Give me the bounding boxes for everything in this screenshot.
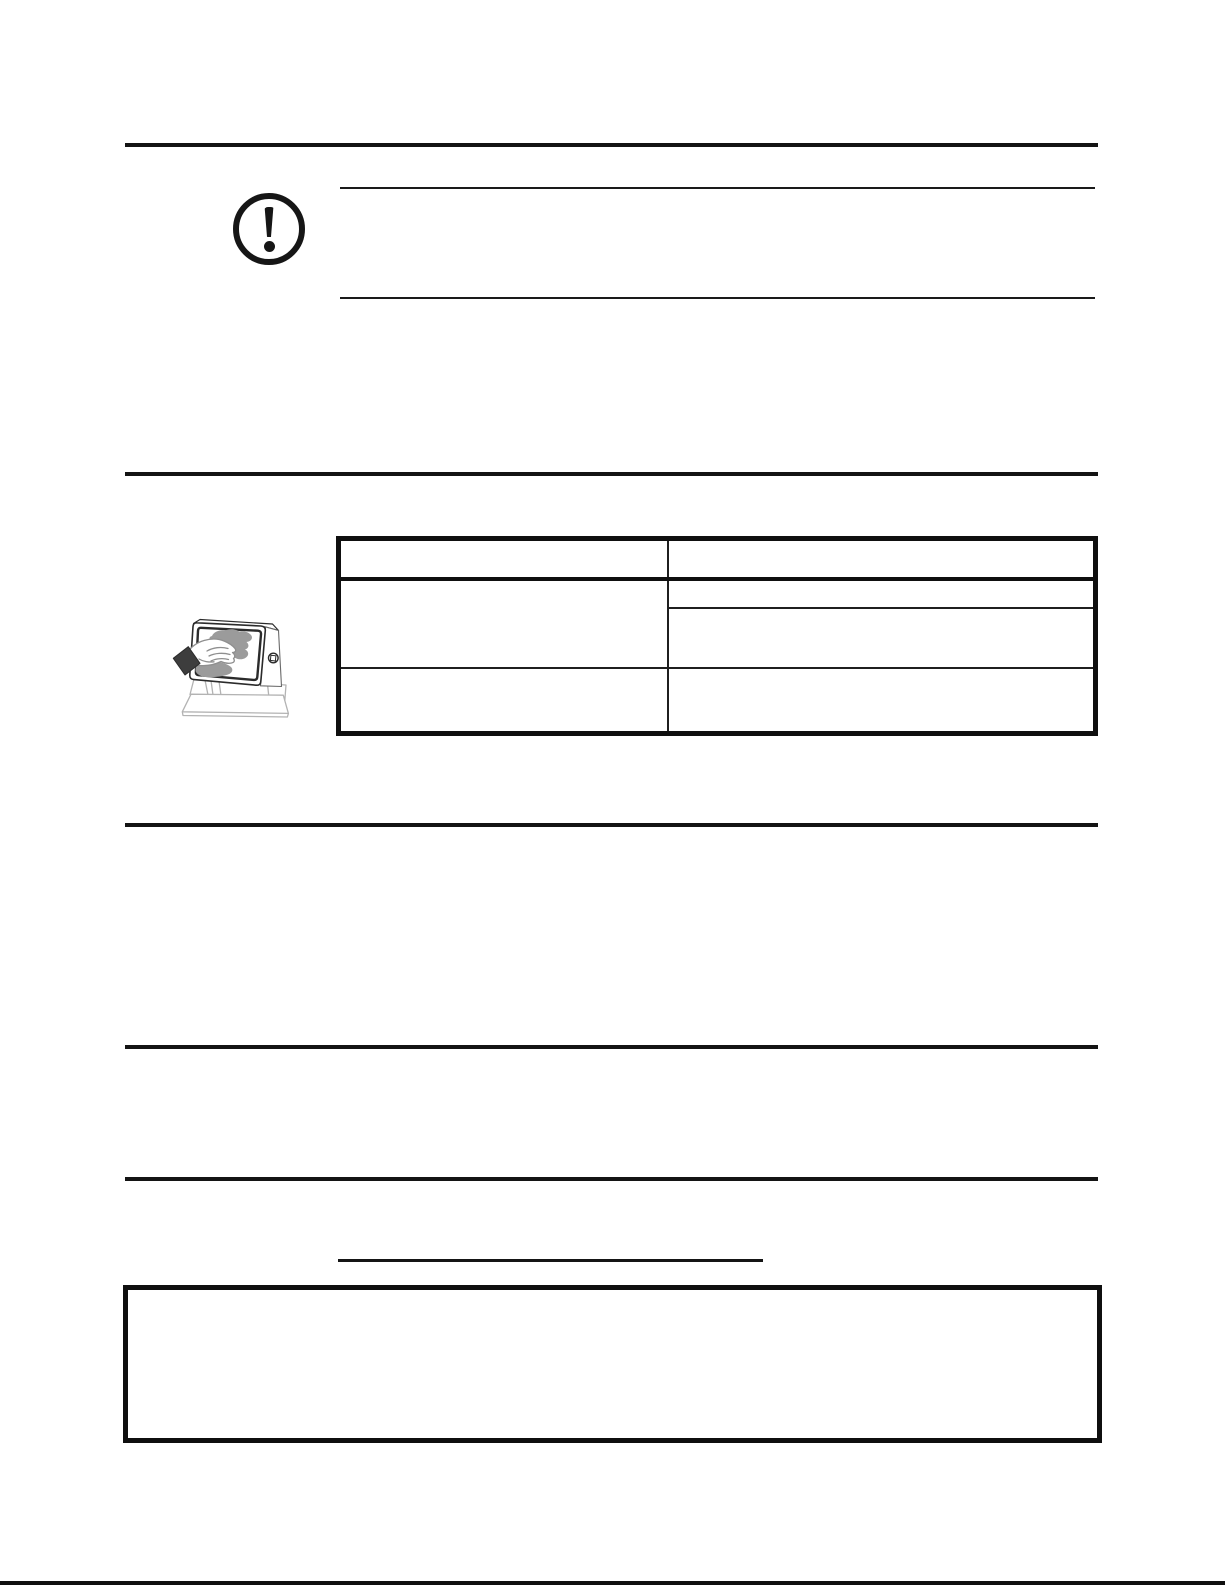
table-row [341, 581, 1093, 669]
table-cell [669, 669, 1093, 731]
section-rule-top [125, 143, 1098, 147]
note-top-divider [340, 187, 1095, 189]
table-row [341, 669, 1093, 731]
table-right-column [669, 581, 1093, 667]
section-rule-2 [125, 472, 1098, 476]
notice-box [123, 1285, 1102, 1443]
page-bottom-edge [0, 1581, 1225, 1585]
hand-wiping-monitor-illustration [155, 595, 310, 730]
exclamation-stem [264, 207, 275, 237]
cleaning-table [336, 536, 1098, 736]
table-header-left [341, 541, 669, 577]
exclamation-circle-icon [233, 193, 305, 265]
table-cell [341, 581, 669, 667]
note-body-text [340, 192, 1095, 295]
section-rule-5 [125, 1177, 1098, 1181]
exclamation-dot [264, 241, 275, 252]
table-header-row [341, 541, 1093, 581]
table-cell [669, 581, 1093, 609]
table-cell [341, 669, 669, 731]
knob-icon [269, 653, 279, 663]
table-cell [669, 609, 1093, 667]
link-underline[interactable] [338, 1259, 763, 1262]
link-text [338, 1236, 763, 1258]
table-header-right [669, 541, 1093, 577]
section-rule-3 [125, 823, 1098, 827]
section-rule-4 [125, 1045, 1098, 1049]
note-bottom-divider [340, 297, 1095, 299]
